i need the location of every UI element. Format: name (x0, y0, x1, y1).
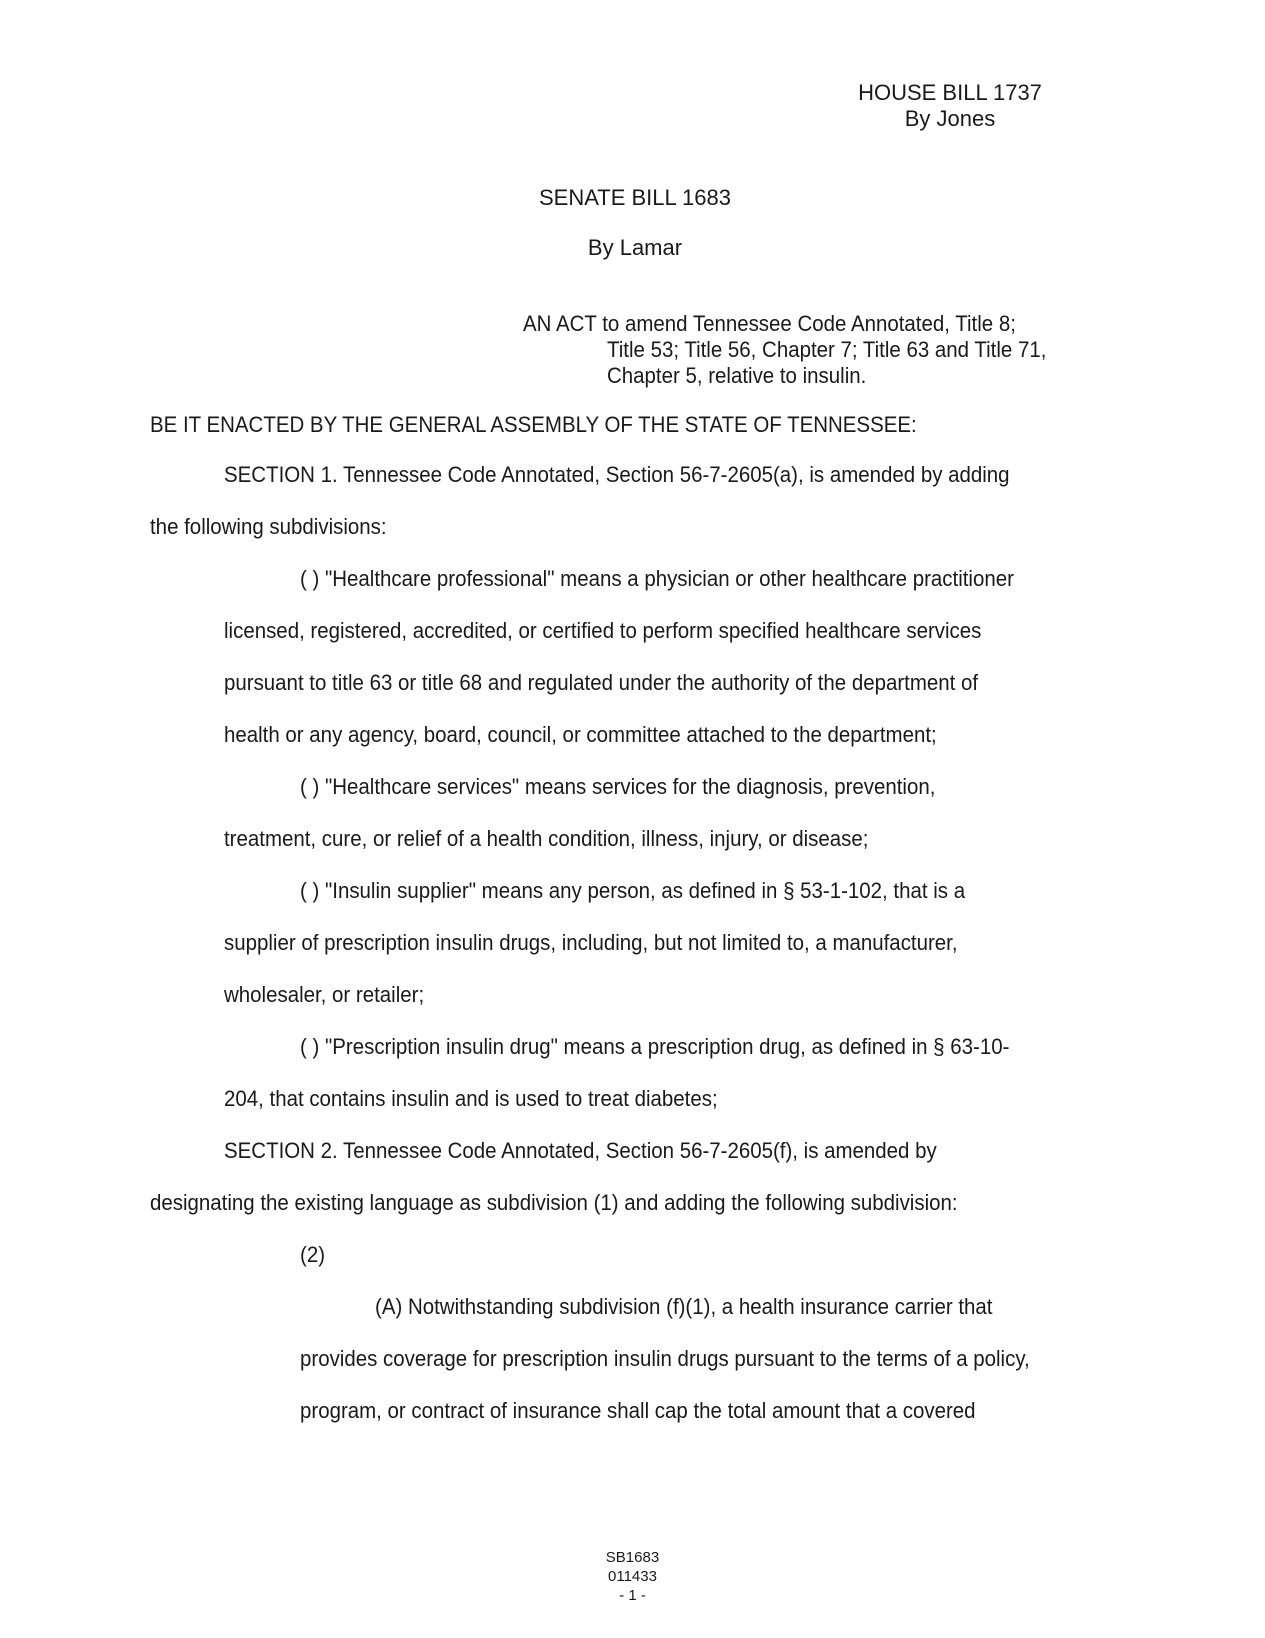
footer-page-number: - 1 - (619, 1587, 646, 1604)
definition-text-line: licensed, registered, accredited, or certified to perform specified healthcare services (224, 618, 982, 643)
section-2-continuation: designating the existing language as subdivision (1) and adding the following subdivision: (150, 1190, 958, 1215)
subdivision-2-label: (2) (300, 1242, 326, 1267)
definition-text-line: supplier of prescription insulin drugs, including, but not limited to, a manufacturer, (224, 930, 958, 955)
definition-text-line: treatment, cure, or relief of a health condition, illness, injury, or disease; (224, 826, 869, 851)
footer-bill-number: SB1683 (605, 1549, 660, 1566)
enacting-clause: BE IT ENACTED BY THE GENERAL ASSEMBLY OF THE STATE OF TENNESSEE: (150, 412, 917, 437)
house-bill-sponsor: By Jones (904, 106, 996, 131)
caption-line-3: Chapter 5, relative to insulin. (607, 363, 867, 388)
definition-healthcare-professional: ( ) "Healthcare professional" means a physician or other healthcare practitioner (300, 566, 1014, 591)
subparagraph-a-line: (A) Notwithstanding subdivision (f)(1), a health insurance carrier that (375, 1294, 993, 1319)
definition-text-line: 204, that contains insulin and is used to treat diabetes; (224, 1086, 718, 1111)
caption-line-2: Title 53; Title 56, Chapter 7; Title 63 and Title 71, (607, 337, 1047, 362)
senate-bill-sponsor: By Lamar (587, 235, 683, 260)
section-2-heading-line: SECTION 2. Tennessee Code Annotated, Section 56-7-2605(f), is amended by (224, 1138, 937, 1163)
subparagraph-text-line: provides coverage for prescription insulin drugs pursuant to the terms of a policy, (300, 1346, 1030, 1371)
caption-line-1: AN ACT to amend Tennessee Code Annotated, Title 8; (523, 311, 1016, 336)
senate-bill-number: SENATE BILL 1683 (539, 185, 731, 210)
definition-insulin-supplier: ( ) "Insulin supplier" means any person, as defined in § 53-1-102, that is a (300, 878, 966, 903)
definition-healthcare-services: ( ) "Healthcare services" means services for the diagnosis, prevention, (300, 774, 936, 799)
section-1-heading-line: SECTION 1. Tennessee Code Annotated, Section 56-7-2605(a), is amended by adding (224, 462, 1010, 487)
definition-text-line: wholesaler, or retailer; (224, 982, 425, 1007)
definition-prescription-insulin-drug: ( ) "Prescription insulin drug" means a prescription drug, as defined in § 63-10- (300, 1034, 1010, 1059)
footer-draft-number: 011433 (608, 1568, 657, 1585)
definition-text-line: pursuant to title 63 or title 68 and regulated under the authority of the department of (224, 670, 979, 695)
section-1-continuation: the following subdivisions: (150, 514, 387, 539)
definition-text-line: health or any agency, board, council, or committee attached to the department; (224, 722, 937, 747)
house-bill-number: HOUSE BILL 1737 (858, 80, 1042, 105)
subparagraph-text-line: program, or contract of insurance shall cap the total amount that a covered (300, 1398, 976, 1423)
page-footer (0, 1548, 1265, 1605)
